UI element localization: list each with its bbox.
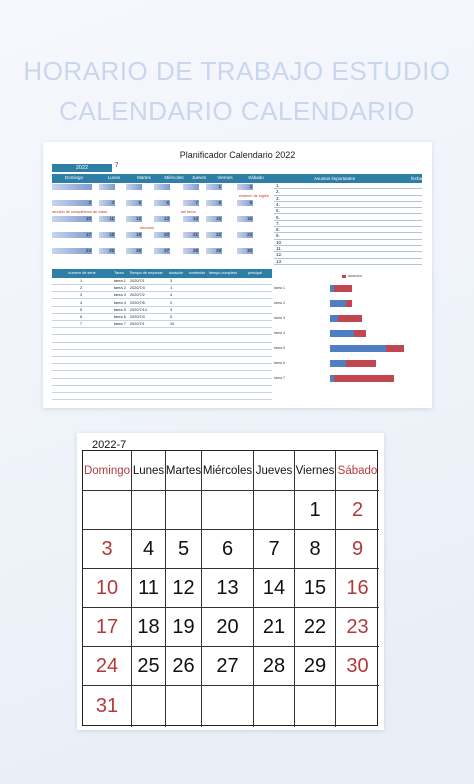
calendar-day-cell: 10 — [83, 569, 132, 608]
preview-table-cell: 5 — [170, 315, 173, 319]
preview-table-header: principal — [238, 269, 272, 278]
preview-gantt-duration-bar — [334, 285, 352, 292]
preview-important-list — [274, 174, 422, 266]
preview-table-row — [52, 278, 272, 285]
calendar-day-cell: 19 — [166, 608, 202, 647]
preview-dayname: Miércoles — [164, 175, 184, 180]
preview-day-cell: 4 — [99, 200, 115, 206]
preview-day-cell: 17 — [52, 232, 92, 238]
calendar-day-cell: 13 — [202, 569, 254, 608]
calendar-day-cell: 28 — [254, 647, 295, 686]
calendar-day-cell: 17 — [83, 608, 132, 647]
calendar-dayname: Jueves — [254, 451, 295, 491]
preview-dayname: Sábado — [248, 175, 264, 180]
preview-gantt-duration-bar — [386, 345, 404, 352]
preview-table-row — [52, 379, 272, 386]
calendar-day-cell: 2 — [336, 491, 379, 530]
preview-day-cell: 6 — [154, 200, 170, 206]
preview-day-cell: 18 — [99, 232, 115, 238]
preview-day-cell: 20 — [154, 232, 170, 238]
preview-dayname: Martes — [137, 175, 151, 180]
preview-day-cell: 1 — [206, 184, 222, 190]
preview-gantt-duration-bar — [346, 300, 352, 307]
preview-note: del tema — [181, 210, 196, 214]
preview-table-cell: 4 — [80, 300, 83, 305]
preview-gantt-offset-bar — [330, 345, 386, 352]
preview-important-row: 9. — [274, 233, 422, 239]
preview-day-cell: 14 — [183, 216, 199, 222]
preview-table-row — [52, 336, 272, 343]
calendar-dayname: Miércoles — [202, 451, 254, 491]
preview-dayname: Jueves — [191, 175, 207, 180]
preview-title: Planificador Calendario 2022 — [179, 150, 296, 160]
preview-chart-legend: duración — [342, 274, 362, 278]
preview-table-cell: tarea 7 — [114, 322, 126, 327]
preview-day-cell: 21 — [183, 232, 199, 238]
preview-day-cell: 3 — [52, 200, 92, 206]
preview-table-row — [52, 300, 272, 307]
preview-table-cell: 2 — [80, 286, 83, 291]
preview-task-table — [52, 269, 272, 401]
preview-table-cell: 2020/7/2 — [130, 293, 145, 298]
preview-day-cell: 29 — [206, 248, 222, 254]
calendar-dayname: Martes — [166, 451, 202, 491]
calendar-day-cell: 31 — [83, 686, 132, 727]
preview-day-cell: 2 — [237, 184, 253, 190]
preview-gantt-duration-bar — [354, 330, 366, 337]
preview-dayname: Viernes — [217, 175, 233, 180]
preview-important-row: 7. — [274, 221, 422, 227]
calendar-day-cell: 4 — [132, 530, 166, 569]
calendar-day-cell: 27 — [202, 647, 254, 686]
preview-table-row — [52, 307, 272, 314]
preview-table-row — [52, 386, 272, 393]
preview-table-cell: tarea 1 — [114, 279, 126, 283]
preview-gantt-label: tarea 5 — [274, 346, 285, 350]
preview-day-cell: 26 — [126, 248, 142, 254]
preview-table-header: Tiempo de empezar — [126, 269, 166, 278]
preview-day-cell: 12 — [126, 216, 142, 222]
preview-day-cell: 15 — [206, 216, 222, 222]
calendar-day-cell — [254, 491, 295, 530]
preview-table-cell: 4 — [170, 293, 173, 298]
calendar-day-cell: 8 — [295, 530, 336, 569]
calendar-day-cell: 25 — [132, 647, 166, 686]
preview-table-header: duración — [166, 269, 186, 278]
preview-day-cell — [183, 184, 199, 190]
calendar-day-cell — [202, 491, 254, 530]
preview-table-row — [52, 343, 272, 350]
preview-table-row — [52, 372, 272, 379]
calendar-day-cell — [336, 686, 379, 727]
planner-preview-sheet — [43, 142, 432, 408]
preview-table-header: contenido — [186, 269, 208, 278]
preview-table-cell: 7 — [80, 322, 83, 327]
preview-important-row: 4. — [274, 202, 422, 208]
calendar-day-cell: 29 — [295, 647, 336, 686]
preview-table-cell: 1 — [170, 286, 173, 291]
preview-gantt-chart — [274, 269, 422, 387]
calendar-day-cell — [166, 491, 202, 530]
preview-day-cell: 27 — [154, 248, 170, 254]
preview-gantt-offset-bar — [330, 330, 354, 337]
preview-gantt-label: tarea 4 — [274, 331, 285, 335]
calendar-day-cell: 20 — [202, 608, 254, 647]
preview-day-cell: 10 — [52, 216, 92, 222]
calendar-day-cell: 24 — [83, 647, 132, 686]
preview-year: 2022 — [52, 164, 112, 172]
preview-table-row — [52, 292, 272, 299]
preview-important-row: 13. — [274, 259, 422, 265]
preview-important-row: 12. — [274, 252, 422, 258]
preview-gantt-label: tarea 2 — [274, 301, 285, 305]
preview-table-cell: tarea 4 — [114, 300, 126, 305]
calendar-day-cell: 26 — [166, 647, 202, 686]
preview-table-cell: 1 — [80, 279, 83, 283]
preview-table-cell: 10 — [170, 322, 175, 327]
preview-important-row: 10. — [274, 240, 422, 246]
calendar-day-cell — [166, 686, 202, 727]
preview-day-cell: 25 — [99, 248, 115, 254]
calendar-day-cell: 12 — [166, 569, 202, 608]
calendar-day-cell: 22 — [295, 608, 336, 647]
preview-table-cell: tarea 3 — [114, 293, 126, 298]
preview-weekday-header — [52, 174, 274, 183]
preview-table-cell: tarea 2 — [114, 286, 126, 291]
calendar-caption: 2022-7 — [92, 439, 127, 451]
preview-day-cell: 9 — [237, 200, 253, 206]
preview-gantt-duration-bar — [338, 315, 362, 322]
preview-day-cell — [99, 184, 115, 190]
calendar-day-cell: 21 — [254, 608, 295, 647]
calendar-day-cell: 16 — [336, 569, 379, 608]
preview-gantt-offset-bar — [330, 300, 346, 307]
preview-important-row: 6. — [274, 215, 422, 221]
preview-day-cell: 30 — [237, 248, 253, 254]
preview-table-cell: tarea 6 — [114, 315, 126, 319]
preview-gantt-label: tarea 7 — [274, 376, 285, 380]
preview-gantt-offset-bar — [330, 360, 346, 367]
preview-table-row — [52, 285, 272, 292]
calendar-day-cell — [254, 686, 295, 727]
calendar-day-cell: 30 — [336, 647, 379, 686]
preview-day-cell: 19 — [126, 232, 142, 238]
preview-day-cell: 28 — [183, 248, 199, 254]
preview-table-cell: 2020/7/1 — [130, 322, 145, 327]
calendar-day-cell: 9 — [336, 530, 379, 569]
preview-table-cell: 2020/7/14 — [130, 307, 147, 312]
calendar-day-cell: 5 — [166, 530, 202, 569]
preview-important-row: 2. — [274, 189, 422, 195]
preview-table-cell: 2020/7/4 — [130, 286, 145, 291]
preview-table-row — [52, 328, 272, 335]
preview-day-cell: 24 — [52, 248, 92, 254]
calendar-day-cell: 14 — [254, 569, 295, 608]
preview-table-cell: tarea 5 — [114, 307, 126, 312]
preview-table-row — [52, 364, 272, 371]
preview-day-cell: 13 — [154, 216, 170, 222]
preview-day-cell — [154, 184, 170, 190]
preview-day-cell — [126, 184, 142, 190]
calendar-day-cell — [295, 686, 336, 727]
calendar-day-cell: 15 — [295, 569, 336, 608]
preview-table-header: Tarea — [112, 269, 126, 278]
calendar-day-cell: 11 — [132, 569, 166, 608]
preview-note: reunión de compañeros de clase — [52, 210, 108, 214]
preview-gantt-label: tarea 3 — [274, 316, 285, 320]
calendar-day-cell — [83, 491, 132, 530]
preview-gantt-duration-bar — [334, 375, 394, 382]
calendar-dayname: Viernes — [295, 451, 336, 491]
preview-table-row — [52, 393, 272, 400]
preview-important-row: 5. — [274, 208, 422, 214]
preview-important-header — [274, 174, 422, 183]
preview-note: discurso — [140, 226, 155, 230]
preview-day-cell: 5 — [126, 200, 142, 206]
preview-important-row: 8. — [274, 227, 422, 233]
preview-important-date-col: fecha — [411, 176, 423, 181]
preview-table-row — [52, 314, 272, 321]
preview-table-cell: 2020/7/4 — [130, 315, 145, 319]
preview-table-row — [52, 350, 272, 357]
calendar-dayname: Sábado — [336, 451, 379, 491]
preview-table-cell: 2 — [170, 300, 173, 305]
preview-important-row: 3. — [274, 196, 422, 202]
calendar-dayname: Lunes — [132, 451, 166, 491]
calendar-day-cell: 3 — [83, 530, 132, 569]
calendar-grid — [82, 450, 378, 726]
calendar-day-cell — [202, 686, 254, 727]
preview-table-cell: 3 — [170, 279, 173, 283]
preview-table-header: número de serie — [52, 269, 112, 278]
preview-gantt-label: tarea 1 — [274, 286, 285, 290]
calendar-day-cell: 18 — [132, 608, 166, 647]
preview-day-cell: 8 — [206, 200, 222, 206]
preview-table-cell: 3 — [80, 293, 83, 298]
preview-dayname: Lunes — [107, 175, 121, 180]
preview-table-cell: 3 — [170, 307, 173, 312]
preview-table-row — [52, 321, 272, 328]
preview-month: 7 — [115, 163, 119, 169]
preview-gantt-duration-bar — [346, 360, 376, 367]
preview-important-title: Asuntos importantes — [314, 176, 356, 181]
preview-note: examen de inglés — [239, 194, 269, 198]
preview-gantt-offset-bar — [330, 315, 338, 322]
preview-day-cell: 7 — [183, 200, 199, 206]
preview-gantt-label: tarea 6 — [274, 361, 285, 365]
preview-day-cell: 23 — [237, 232, 253, 238]
preview-table-row — [52, 357, 272, 364]
preview-table-cell: 6 — [80, 315, 83, 319]
preview-day-cell — [52, 184, 92, 190]
preview-table-cell: 5 — [80, 307, 83, 312]
calendar-day-cell: 1 — [295, 491, 336, 530]
preview-table-cell: 2020/7/6 — [130, 300, 145, 305]
calendar-day-cell: 7 — [254, 530, 295, 569]
calendar-dayname: Domingo — [83, 451, 132, 491]
calendar-day-cell: 23 — [336, 608, 379, 647]
calendar-card — [77, 433, 384, 730]
headline-line-2: CALENDARIO CALENDARIO — [59, 96, 415, 126]
preview-dayname: Domingo — [64, 175, 83, 180]
preview-important-row: 1. — [274, 183, 422, 189]
calendar-day-cell: 6 — [202, 530, 254, 569]
preview-day-cell: 11 — [99, 216, 115, 222]
preview-day-cell: 16 — [237, 216, 253, 222]
preview-table-header: tiempo completo — [208, 269, 238, 278]
preview-day-cell: 22 — [206, 232, 222, 238]
calendar-day-cell — [132, 491, 166, 530]
preview-important-row: 11. — [274, 246, 422, 252]
headline-line-1: HORARIO DE TRABAJO ESTUDIO — [23, 56, 451, 86]
calendar-day-cell — [132, 686, 166, 727]
preview-table-cell: 2020/7/1 — [130, 279, 145, 283]
